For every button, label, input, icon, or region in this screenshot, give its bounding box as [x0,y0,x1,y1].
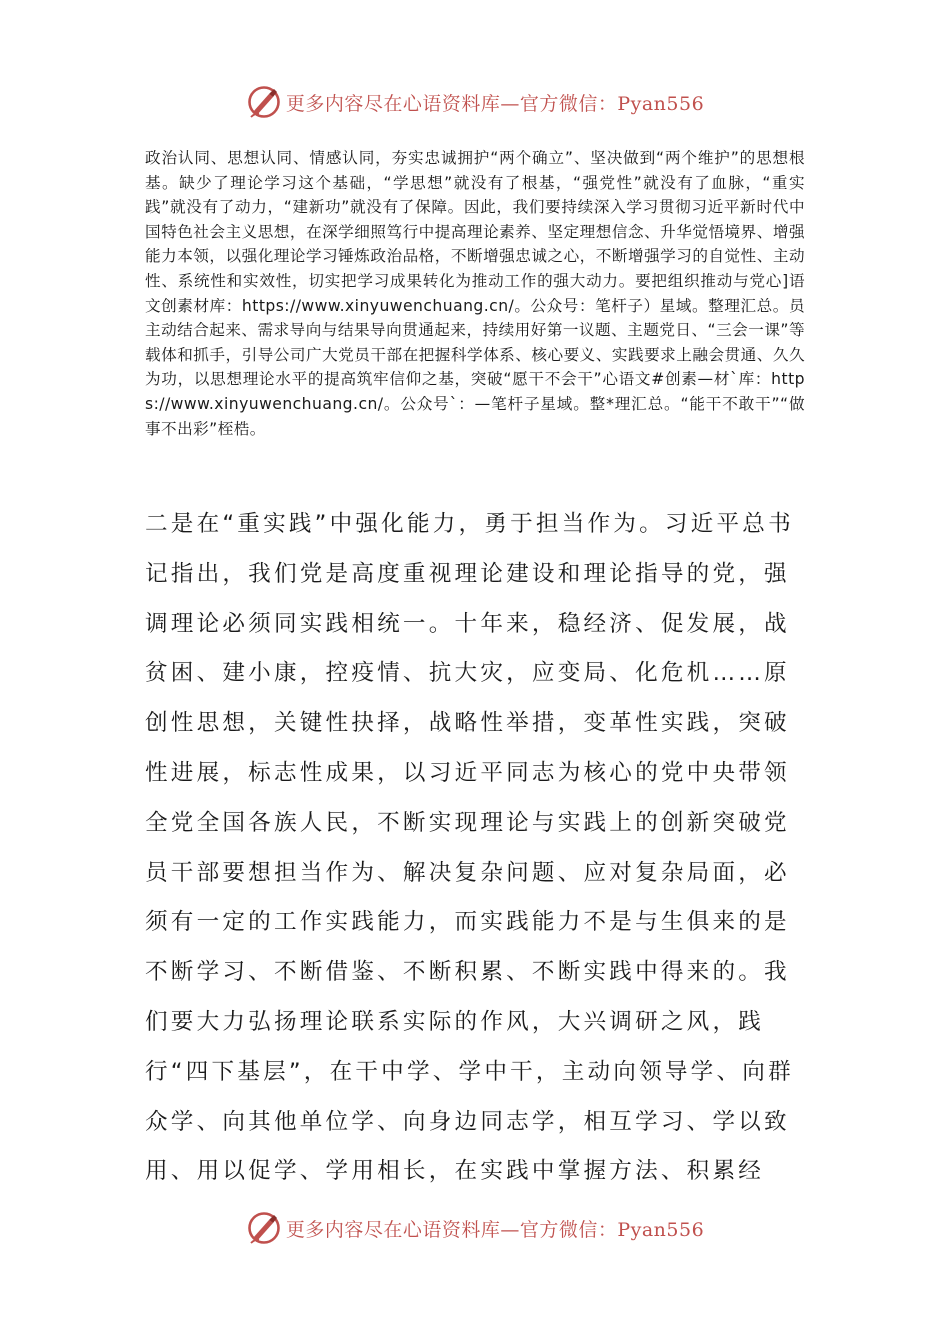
body-paragraph-large: 二是在“重实践”中强化能力，勇于担当作为。习近平总书记指出，我们党是高度重视理论建设和理论指导的党，强调理论必须同实践相统一。十年来，稳经济、促发展，战贫困、建小康，控疫情、抗大灾，应变局、化危机……原创性思想，关键性抉择，战略性举措，变革性实践，突破性进展，标志性成果，以习近平同志为核心的党中央带领全党全国各族人民，不断实现理论与实践上的创新突破党员干部要想担当作为、解决复杂问题、应对复杂局面，必须有一定的工作实践能力，而实践能力不是与生俱来的是不断学习、不断借鉴、不断积累、不断实践中得来的。我们要大力弘扬理论联系实际的作风，大兴调研之风，践行“四下基层”，在干中学、学中干，主动向领导学、向群众学、向其他单位学、向身边同志学，相互学习、学以致用、用以促学、学用相长，在实践中掌握方法、积累经 [145,511,794,1185]
header-banner-text: 更多内容尽在心语资料库—官方微信：Pyan556 [285,92,705,115]
pen-circle-logo-icon [246,84,282,120]
pen-circle-logo-icon [246,1210,282,1246]
body-paragraph-small: 政治认同、思想认同、情感认同，夯实忠诚拥护“两个确立”、坚决做到“两个维护”的思想根基。缺少了理论学习这个基础，“学思想”就没有了根基，“强党性”就没有了血脉，“重实践”就没有了动力，“建新功”就没有了保障。因此，我们要持续深入学习贯彻习近平新时代中国特色社会主义思想，在深学细照笃行中提高理论素养、坚定理想信念、升华觉悟境界、增强能力本领，以强化理论学习锤炼政治品格，不断增强忠诚之心，不断增强学习的自觉性、主动性、系统性和实效性，切实把学习成果转化为推动工作的强大动力。要把组织推动与党心]语文创素材库：https://www.xinyuwenchuang.cn/。公众号：笔杆子）星域。整理汇总。员主动结合起来、需求导向与结果导向贯通起来，持续用好第一议题、主题党日、“三会一课”等载体和抓手，引导公司广大党员干部在把握科学体系、核心要义、实践要求上融会贯通、久久为功，以思想理论水平的提高筑牢信仰之基，突破“愿干不会干”心语文#创素—材`库：https://www.xinyuwenchuang.cn/。公众号`：—笔杆子星域。整*理汇总。“能干不敢干”“做事不出彩”桎梏。 [145,149,805,438]
footer-banner [0,1210,950,1246]
header-banner [0,84,950,120]
footer-banner-text: 更多内容尽在心语资料库—官方微信：Pyan556 [285,1218,705,1241]
